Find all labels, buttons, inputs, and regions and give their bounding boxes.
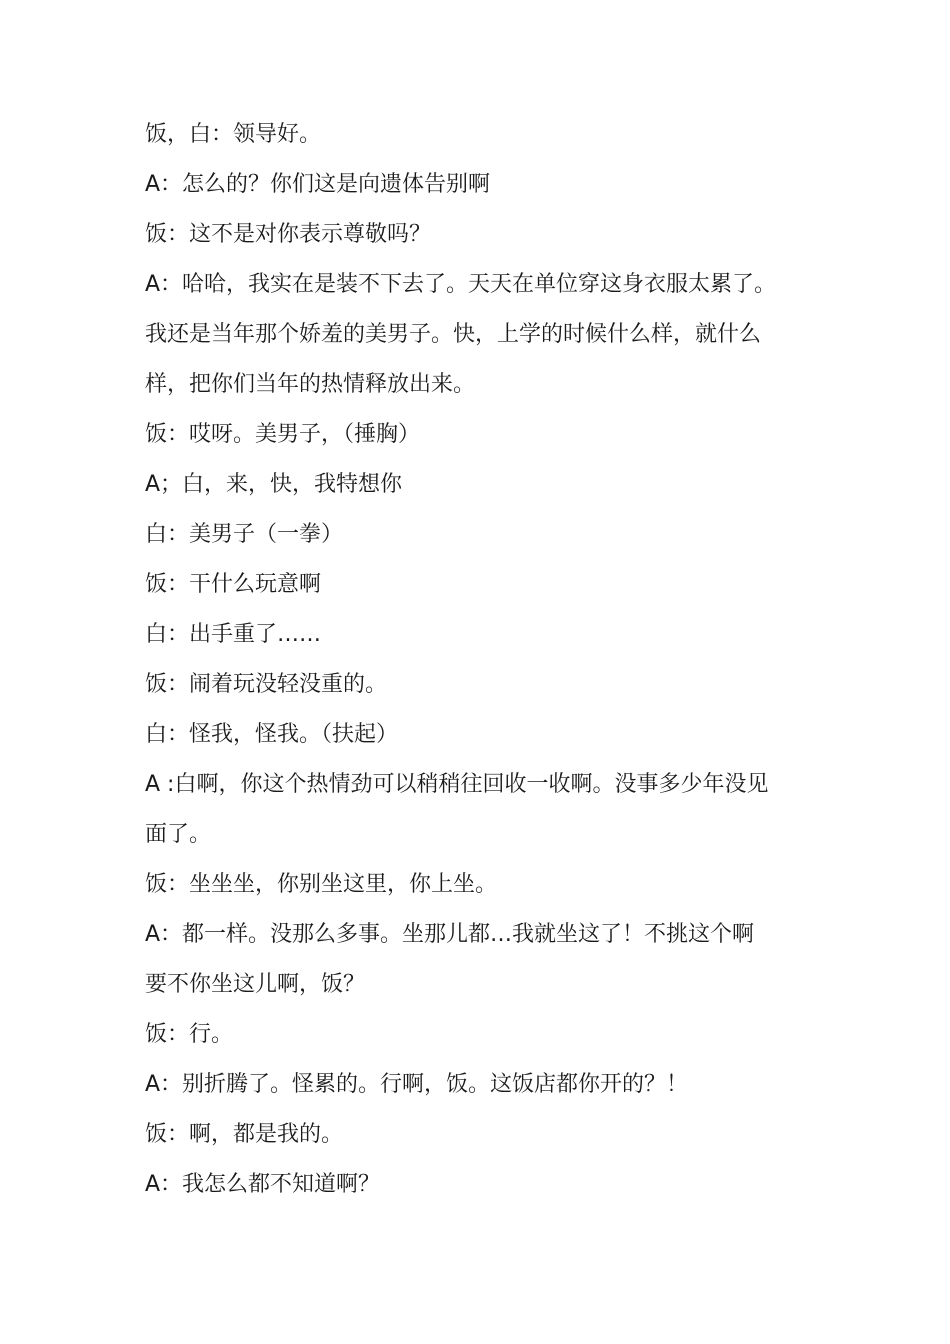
- text-line-5: 我还是当年那个娇羞的美男子。快，上学的时候什么样，就什么: [145, 322, 762, 347]
- text-line-17: A：都一样。没那么多事。坐那儿都…我就坐这了！不挑这个啊: [145, 922, 755, 947]
- text-line-7: 饭：哎呀。美男子，（捶胸）: [145, 422, 421, 447]
- text-line-9: 白：美男子（一拳）: [145, 522, 344, 547]
- text-line-22: A：我怎么都不知道啊？: [145, 1172, 381, 1197]
- text-line-4: A：哈哈，我实在是装不下去了。天天在单位穿这身衣服太累了。: [145, 272, 777, 297]
- text-line-12: 饭：闹着玩没轻没重的。: [145, 672, 388, 697]
- text-line-11: 白：出手重了……: [145, 622, 322, 647]
- text-line-1: 饭，白：领导好。: [145, 122, 322, 147]
- text-line-2: A：怎么的？你们这是向遗体告别啊: [145, 172, 491, 197]
- text-line-16: 饭：坐坐坐，你别坐这里，你上坐。: [145, 872, 498, 897]
- text-line-14: A :白啊，你这个热情劲可以稍稍往回收一收啊。没事多少年没见: [145, 772, 769, 797]
- text-line-18: 要不你坐这儿啊，饭？: [145, 972, 366, 997]
- text-line-19: 饭：行。: [145, 1022, 234, 1047]
- dialogue-text: [145, 110, 810, 1210]
- text-line-20: A：别折腾了。怪累的。行啊，饭。这饭店都你开的？！: [145, 1072, 689, 1097]
- text-line-6: 样，把你们当年的热情释放出来。: [145, 372, 476, 397]
- text-line-10: 饭：干什么玩意啊: [145, 572, 322, 597]
- text-line-21: 饭：啊，都是我的。: [145, 1122, 344, 1147]
- text-line-13: 白：怪我，怪我。（扶起）: [145, 722, 399, 747]
- text-line-8: A；白，来，快，我特想你: [145, 472, 403, 497]
- text-line-3: 饭：这不是对你表示尊敬吗？: [145, 222, 432, 247]
- text-line-15: 面了。: [145, 822, 212, 847]
